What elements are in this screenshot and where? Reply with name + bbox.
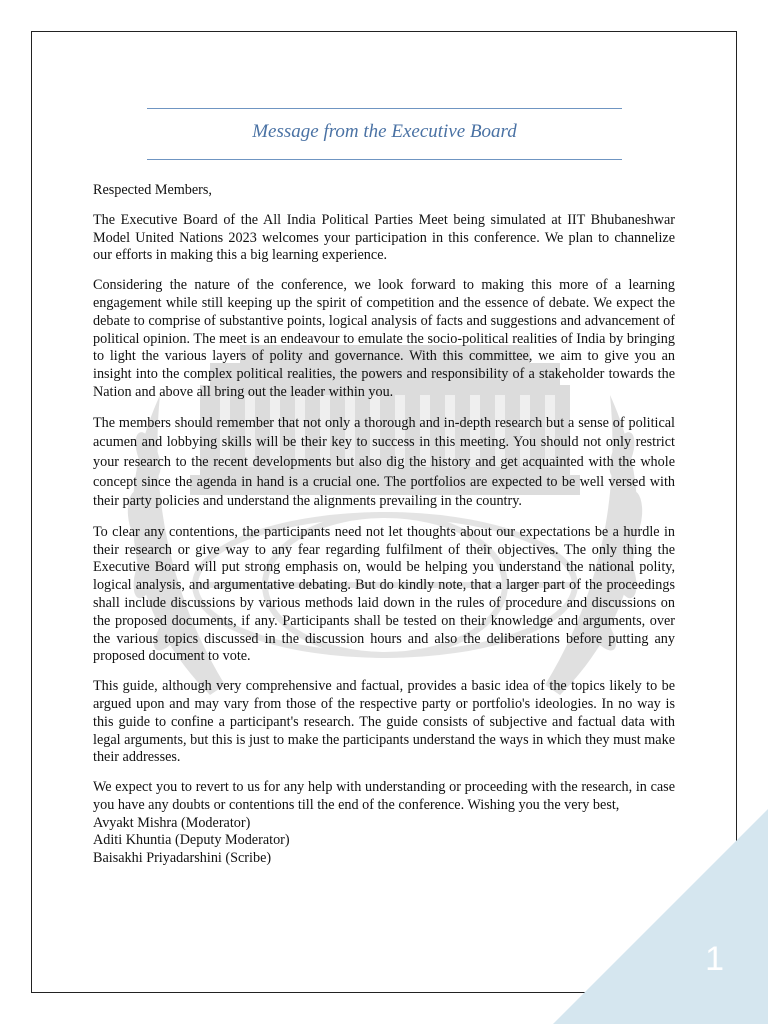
heading-rule-bottom bbox=[147, 159, 622, 160]
signatory: Baisakhi Priyadarshini (Scribe) bbox=[93, 850, 272, 867]
paragraph: This guide, although very comprehensive and factual, provides a basic idea of the topics likely to be argued upon and may vary from those of the respective party or portfolio's ideologies. In no way is this guide to confine a participant's research. The guide consists of subjective and factual data with legal arguments, but this is just to make the participants understand the ways in which they must make their addresses. bbox=[93, 678, 675, 766]
paragraph: To clear any contentions, the participants need not let thoughts about our expectations be a hurdle in their research or give way to any fear regarding fulfilment of their objectives. The only thing the Executive Board will put strong emphasis on, would be helping you understand the national polity, logical analysis, and argumentative debating. But do kindly note, that a larger part of the proceedings shall include discussions by various methods laid down in the rules of procedure and discussions on the proposed documents, if any. Participants shall be tested on their knowledge and arguments, over the various topics discussed in the discussion hours and also the deliberations before putting any proposed document to vote. bbox=[93, 523, 675, 665]
page-number: 1 bbox=[705, 940, 724, 978]
signatory: Avyakt Mishra (Moderator) bbox=[93, 814, 251, 831]
salutation: Respected Members, bbox=[93, 182, 212, 198]
paragraph: The members should remember that not only a thorough and in-depth research but a sense of political acumen and lobbying skills will be their key to success in this meeting. You should not only restrict your research to the recent developments but also dig the history and get acquainted with the whole concept since the agenda in hand is a crucial one. The portfolios are expected to be well versed with their party policies and understand the alignments prevailing in the country. bbox=[93, 414, 675, 510]
page-heading: Message from the Executive Board bbox=[252, 121, 517, 142]
heading-rule-top bbox=[147, 108, 622, 109]
paragraph: The Executive Board of the All India Political Parties Meet being simulated at IIT Bhubaneshwar Model United Nations 2023 welcomes your participation in this conference. We plan to channelize our efforts in making this a big learning experience. bbox=[93, 211, 675, 264]
letter-body bbox=[93, 182, 675, 868]
paragraph: We expect you to revert to us for any help with understanding or proceeding with the research, in case you have any doubts or contentions till the end of the conference. Wishing you the very best, bbox=[93, 779, 675, 813]
signatory: Aditi Khuntia (Deputy Moderator) bbox=[93, 832, 290, 849]
paragraph: Considering the nature of the conference, we look forward to making this more of a learning engagement while still keeping up the spirit of competition and the essence of debate. We expect the debate to comprise of substantive points, logical analysis of facts and suggestions and advancement of political opinion. The meet is an endeavour to emulate the socio-political realities of India by bringing to light the various layers of polity and governance. With this committee, we aim to give you an insight into the complex political realities, the powers and responsibility of a stakeholder towards the Nation and above all bring out the leader within you. bbox=[93, 277, 675, 400]
